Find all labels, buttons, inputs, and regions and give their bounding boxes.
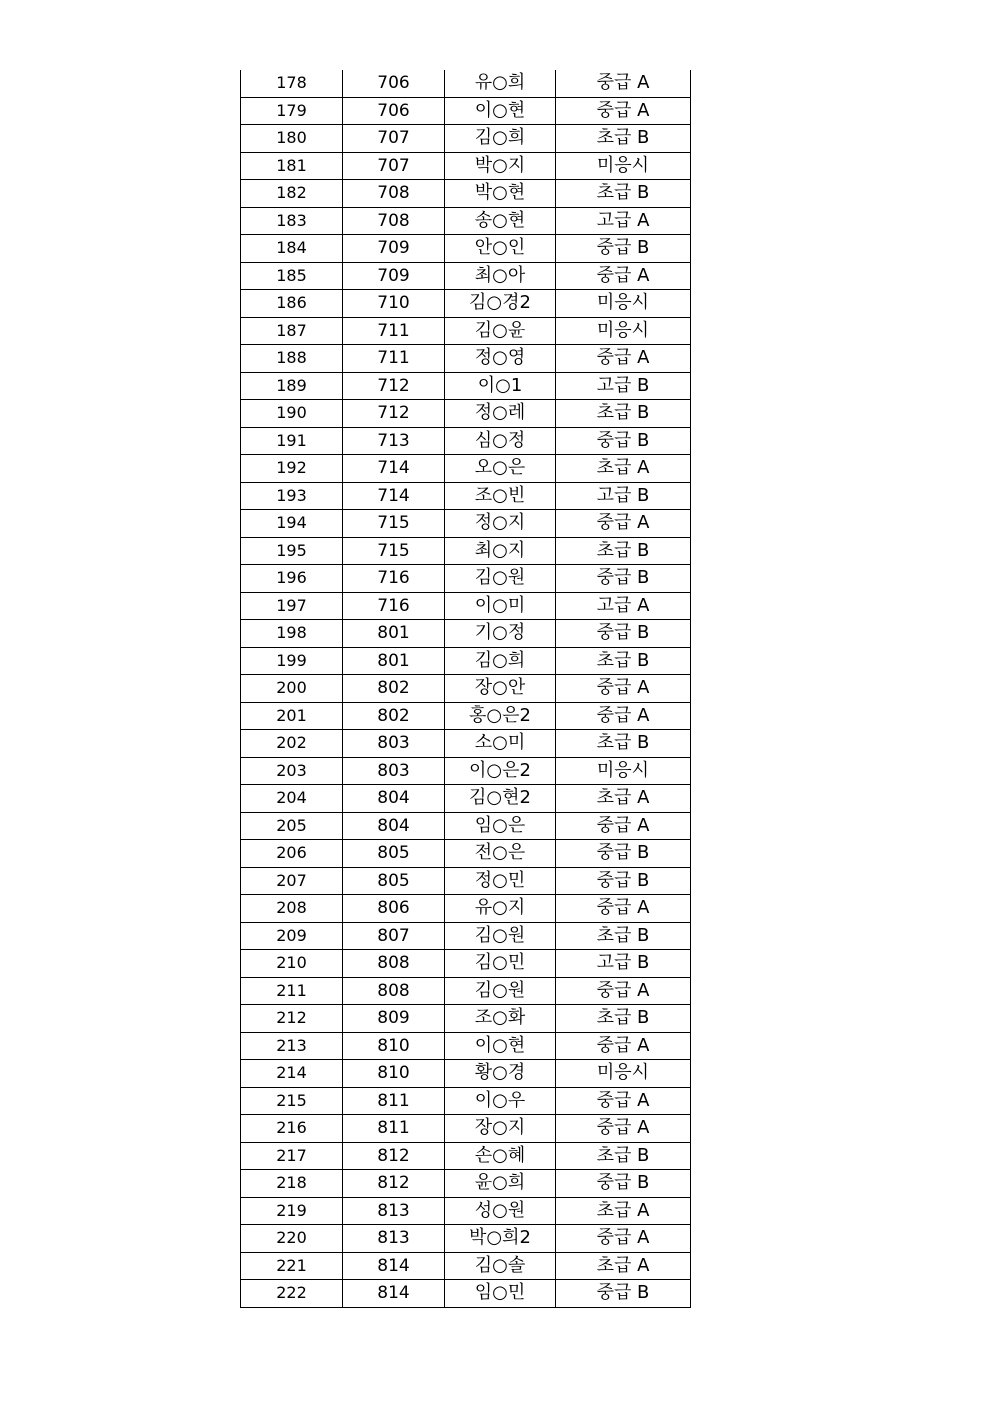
student-name-cell: 홍○은2: [445, 702, 556, 730]
room-number-cell: 711: [343, 317, 445, 345]
student-name-cell: 김○원: [445, 977, 556, 1005]
table-row: [241, 537, 691, 565]
room-number-cell: 804: [343, 785, 445, 813]
level-result-cell: 미응시: [556, 317, 691, 345]
row-number-cell: 184: [241, 235, 343, 263]
row-number-cell: 222: [241, 1280, 343, 1308]
student-name-cell: 송○현: [445, 207, 556, 235]
student-name-cell: 김○희: [445, 125, 556, 153]
level-result-cell: 중급 A: [556, 510, 691, 538]
student-name-cell: 김○윤: [445, 317, 556, 345]
level-result-cell: 초급 A: [556, 455, 691, 483]
level-result-cell: 중급 B: [556, 840, 691, 868]
room-number-cell: 814: [343, 1252, 445, 1280]
student-name-cell: 심○정: [445, 427, 556, 455]
table-row: [241, 1170, 691, 1198]
level-result-cell: 초급 B: [556, 400, 691, 428]
roster-table-body: [241, 70, 691, 1307]
table-row: [241, 207, 691, 235]
row-number-cell: 188: [241, 345, 343, 373]
level-result-cell: 초급 B: [556, 647, 691, 675]
room-number-cell: 812: [343, 1170, 445, 1198]
row-number-cell: 187: [241, 317, 343, 345]
student-name-cell: 윤○희: [445, 1170, 556, 1198]
table-row: [241, 757, 691, 785]
table-row: [241, 950, 691, 978]
room-number-cell: 706: [343, 70, 445, 97]
table-row: [241, 482, 691, 510]
room-number-cell: 808: [343, 950, 445, 978]
room-number-cell: 716: [343, 565, 445, 593]
table-row: [241, 97, 691, 125]
student-name-cell: 소○미: [445, 730, 556, 758]
row-number-cell: 216: [241, 1115, 343, 1143]
level-result-cell: 초급 A: [556, 785, 691, 813]
table-row: [241, 317, 691, 345]
row-number-cell: 179: [241, 97, 343, 125]
level-result-cell: 고급 B: [556, 372, 691, 400]
student-name-cell: 기○정: [445, 620, 556, 648]
row-number-cell: 201: [241, 702, 343, 730]
level-result-cell: 중급 B: [556, 620, 691, 648]
row-number-cell: 189: [241, 372, 343, 400]
student-name-cell: 정○지: [445, 510, 556, 538]
table-row: [241, 647, 691, 675]
level-result-cell: 초급 B: [556, 125, 691, 153]
student-name-cell: 조○빈: [445, 482, 556, 510]
student-name-cell: 임○민: [445, 1280, 556, 1308]
student-name-cell: 김○원: [445, 922, 556, 950]
student-name-cell: 장○지: [445, 1115, 556, 1143]
level-result-cell: 중급 B: [556, 867, 691, 895]
row-number-cell: 182: [241, 180, 343, 208]
row-number-cell: 218: [241, 1170, 343, 1198]
table-row: [241, 922, 691, 950]
level-result-cell: 중급 A: [556, 97, 691, 125]
row-number-cell: 200: [241, 675, 343, 703]
row-number-cell: 178: [241, 70, 343, 97]
student-name-cell: 김○현2: [445, 785, 556, 813]
room-number-cell: 712: [343, 372, 445, 400]
table-row: [241, 1225, 691, 1253]
level-result-cell: 중급 A: [556, 702, 691, 730]
table-row: [241, 235, 691, 263]
table-row: [241, 1032, 691, 1060]
row-number-cell: 181: [241, 152, 343, 180]
room-number-cell: 714: [343, 482, 445, 510]
room-number-cell: 810: [343, 1060, 445, 1088]
table-row: [241, 290, 691, 318]
table-row: [241, 812, 691, 840]
level-result-cell: 초급 B: [556, 730, 691, 758]
table-row: [241, 152, 691, 180]
room-number-cell: 802: [343, 702, 445, 730]
level-result-cell: 중급 B: [556, 1170, 691, 1198]
student-name-cell: 유○지: [445, 895, 556, 923]
row-number-cell: 185: [241, 262, 343, 290]
row-number-cell: 212: [241, 1005, 343, 1033]
student-name-cell: 전○은: [445, 840, 556, 868]
table-row: [241, 977, 691, 1005]
level-result-cell: 중급 A: [556, 1032, 691, 1060]
level-result-cell: 고급 A: [556, 207, 691, 235]
student-name-cell: 정○민: [445, 867, 556, 895]
roster-sheet: [240, 70, 690, 1308]
room-number-cell: 805: [343, 840, 445, 868]
row-number-cell: 221: [241, 1252, 343, 1280]
row-number-cell: 207: [241, 867, 343, 895]
table-row: [241, 1142, 691, 1170]
table-row: [241, 1060, 691, 1088]
row-number-cell: 214: [241, 1060, 343, 1088]
table-row: [241, 345, 691, 373]
student-name-cell: 손○혜: [445, 1142, 556, 1170]
table-row: [241, 1197, 691, 1225]
row-number-cell: 213: [241, 1032, 343, 1060]
row-number-cell: 198: [241, 620, 343, 648]
student-name-cell: 황○경: [445, 1060, 556, 1088]
level-result-cell: 초급 A: [556, 1197, 691, 1225]
level-result-cell: 미응시: [556, 757, 691, 785]
student-name-cell: 오○은: [445, 455, 556, 483]
student-name-cell: 이○은2: [445, 757, 556, 785]
room-number-cell: 713: [343, 427, 445, 455]
level-result-cell: 중급 A: [556, 1225, 691, 1253]
level-result-cell: 초급 B: [556, 1005, 691, 1033]
level-result-cell: 고급 B: [556, 482, 691, 510]
room-number-cell: 801: [343, 620, 445, 648]
level-result-cell: 중급 A: [556, 675, 691, 703]
room-number-cell: 814: [343, 1280, 445, 1308]
table-row: [241, 592, 691, 620]
room-number-cell: 810: [343, 1032, 445, 1060]
table-row: [241, 620, 691, 648]
room-number-cell: 709: [343, 262, 445, 290]
room-number-cell: 708: [343, 207, 445, 235]
row-number-cell: 209: [241, 922, 343, 950]
room-number-cell: 715: [343, 537, 445, 565]
student-name-cell: 박○지: [445, 152, 556, 180]
level-result-cell: 중급 A: [556, 812, 691, 840]
table-row: [241, 730, 691, 758]
student-name-cell: 김○원: [445, 565, 556, 593]
student-name-cell: 김○경2: [445, 290, 556, 318]
room-number-cell: 811: [343, 1115, 445, 1143]
table-row: [241, 565, 691, 593]
room-number-cell: 715: [343, 510, 445, 538]
table-row: [241, 125, 691, 153]
row-number-cell: 208: [241, 895, 343, 923]
table-row: [241, 895, 691, 923]
row-number-cell: 219: [241, 1197, 343, 1225]
level-result-cell: 중급 B: [556, 235, 691, 263]
row-number-cell: 191: [241, 427, 343, 455]
table-row: [241, 785, 691, 813]
student-name-cell: 안○인: [445, 235, 556, 263]
roster-table: [240, 70, 691, 1308]
table-row: [241, 262, 691, 290]
level-result-cell: 중급 B: [556, 427, 691, 455]
room-number-cell: 714: [343, 455, 445, 483]
student-name-cell: 장○안: [445, 675, 556, 703]
level-result-cell: 중급 A: [556, 345, 691, 373]
level-result-cell: 중급 B: [556, 565, 691, 593]
room-number-cell: 716: [343, 592, 445, 620]
table-row: [241, 1087, 691, 1115]
row-number-cell: 211: [241, 977, 343, 1005]
row-number-cell: 180: [241, 125, 343, 153]
row-number-cell: 196: [241, 565, 343, 593]
level-result-cell: 중급 A: [556, 1087, 691, 1115]
room-number-cell: 708: [343, 180, 445, 208]
student-name-cell: 김○솔: [445, 1252, 556, 1280]
room-number-cell: 808: [343, 977, 445, 1005]
student-name-cell: 박○현: [445, 180, 556, 208]
row-number-cell: 186: [241, 290, 343, 318]
student-name-cell: 이○현: [445, 1032, 556, 1060]
level-result-cell: 초급 B: [556, 180, 691, 208]
row-number-cell: 193: [241, 482, 343, 510]
table-row: [241, 867, 691, 895]
table-row: [241, 1005, 691, 1033]
room-number-cell: 813: [343, 1197, 445, 1225]
row-number-cell: 206: [241, 840, 343, 868]
row-number-cell: 199: [241, 647, 343, 675]
level-result-cell: 고급 B: [556, 950, 691, 978]
room-number-cell: 803: [343, 757, 445, 785]
level-result-cell: 초급 B: [556, 922, 691, 950]
table-row: [241, 675, 691, 703]
student-name-cell: 이○1: [445, 372, 556, 400]
row-number-cell: 203: [241, 757, 343, 785]
table-row: [241, 510, 691, 538]
row-number-cell: 220: [241, 1225, 343, 1253]
room-number-cell: 803: [343, 730, 445, 758]
student-name-cell: 정○영: [445, 345, 556, 373]
level-result-cell: 미응시: [556, 152, 691, 180]
row-number-cell: 202: [241, 730, 343, 758]
table-row: [241, 702, 691, 730]
level-result-cell: 중급 A: [556, 895, 691, 923]
student-name-cell: 김○희: [445, 647, 556, 675]
student-name-cell: 이○현: [445, 97, 556, 125]
student-name-cell: 유○희: [445, 70, 556, 97]
table-row: [241, 400, 691, 428]
room-number-cell: 801: [343, 647, 445, 675]
row-number-cell: 210: [241, 950, 343, 978]
room-number-cell: 806: [343, 895, 445, 923]
room-number-cell: 709: [343, 235, 445, 263]
student-name-cell: 이○우: [445, 1087, 556, 1115]
row-number-cell: 194: [241, 510, 343, 538]
table-row: [241, 70, 691, 97]
room-number-cell: 805: [343, 867, 445, 895]
table-row: [241, 372, 691, 400]
level-result-cell: 초급 B: [556, 537, 691, 565]
row-number-cell: 215: [241, 1087, 343, 1115]
room-number-cell: 802: [343, 675, 445, 703]
row-number-cell: 183: [241, 207, 343, 235]
table-row: [241, 1252, 691, 1280]
level-result-cell: 초급 B: [556, 1142, 691, 1170]
room-number-cell: 809: [343, 1005, 445, 1033]
room-number-cell: 707: [343, 152, 445, 180]
student-name-cell: 조○화: [445, 1005, 556, 1033]
row-number-cell: 192: [241, 455, 343, 483]
level-result-cell: 미응시: [556, 290, 691, 318]
room-number-cell: 712: [343, 400, 445, 428]
student-name-cell: 임○은: [445, 812, 556, 840]
room-number-cell: 804: [343, 812, 445, 840]
level-result-cell: 중급 A: [556, 1115, 691, 1143]
table-row: [241, 455, 691, 483]
row-number-cell: 197: [241, 592, 343, 620]
row-number-cell: 217: [241, 1142, 343, 1170]
room-number-cell: 811: [343, 1087, 445, 1115]
student-name-cell: 최○지: [445, 537, 556, 565]
level-result-cell: 중급 B: [556, 1280, 691, 1308]
room-number-cell: 807: [343, 922, 445, 950]
level-result-cell: 중급 A: [556, 977, 691, 1005]
table-row: [241, 427, 691, 455]
room-number-cell: 711: [343, 345, 445, 373]
room-number-cell: 706: [343, 97, 445, 125]
student-name-cell: 박○희2: [445, 1225, 556, 1253]
room-number-cell: 707: [343, 125, 445, 153]
room-number-cell: 813: [343, 1225, 445, 1253]
level-result-cell: 고급 A: [556, 592, 691, 620]
row-number-cell: 190: [241, 400, 343, 428]
table-row: [241, 180, 691, 208]
student-name-cell: 이○미: [445, 592, 556, 620]
student-name-cell: 성○원: [445, 1197, 556, 1225]
student-name-cell: 최○아: [445, 262, 556, 290]
student-name-cell: 정○레: [445, 400, 556, 428]
table-row: [241, 1115, 691, 1143]
level-result-cell: 중급 A: [556, 262, 691, 290]
level-result-cell: 미응시: [556, 1060, 691, 1088]
row-number-cell: 205: [241, 812, 343, 840]
student-name-cell: 김○민: [445, 950, 556, 978]
table-row: [241, 840, 691, 868]
room-number-cell: 812: [343, 1142, 445, 1170]
level-result-cell: 중급 A: [556, 70, 691, 97]
row-number-cell: 195: [241, 537, 343, 565]
room-number-cell: 710: [343, 290, 445, 318]
table-row: [241, 1280, 691, 1308]
row-number-cell: 204: [241, 785, 343, 813]
level-result-cell: 초급 A: [556, 1252, 691, 1280]
